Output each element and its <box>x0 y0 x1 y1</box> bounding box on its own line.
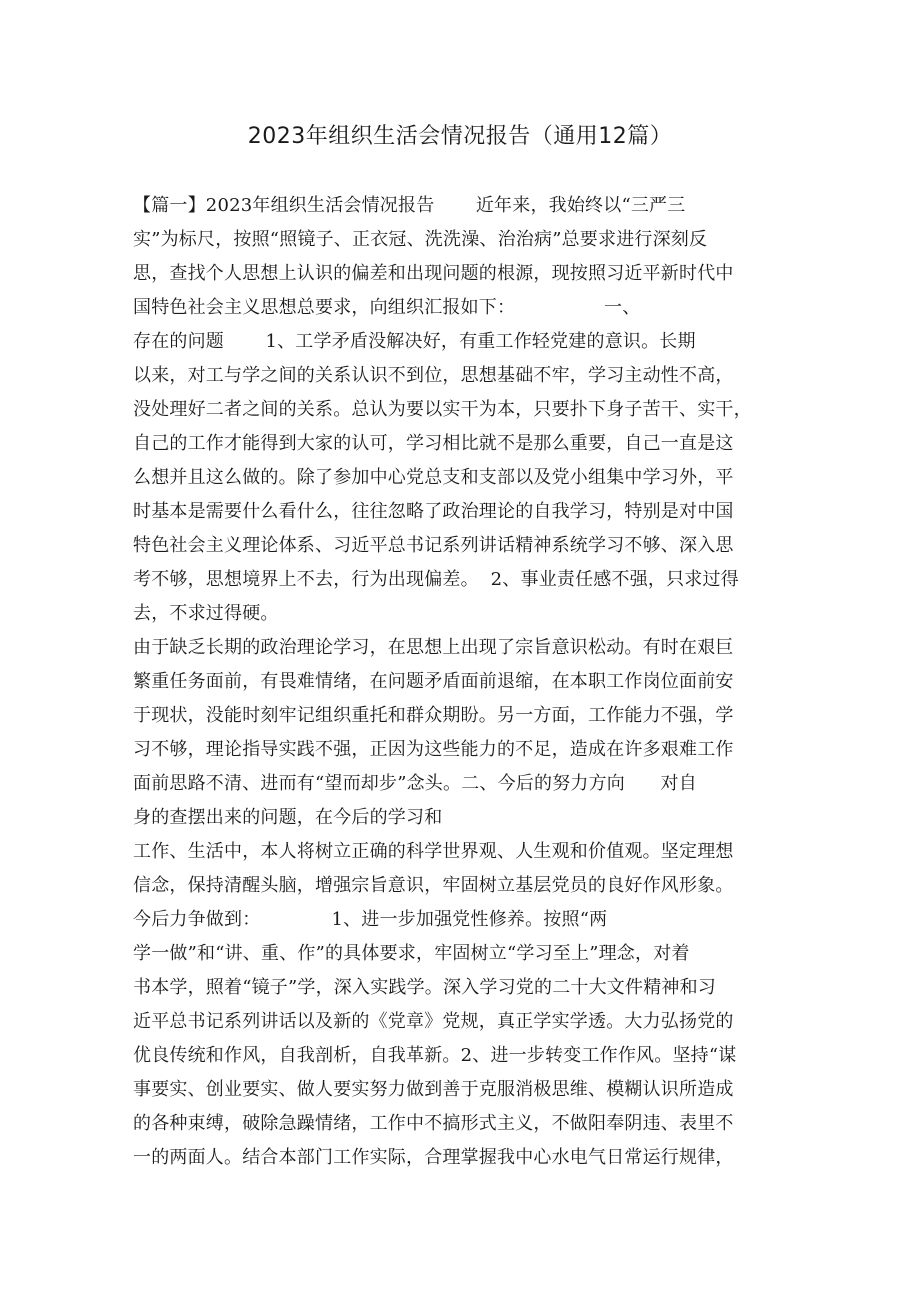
body-line: 工作、生活中，本人将树立正确的科学世界观、人生观和价值观。坚定理想 <box>133 841 734 862</box>
body-line: 没处理好二者之间的关系。总认为要以实干为本，只要扑下身子苦干、实干， <box>133 399 752 420</box>
body-line: 事要实、创业要实、做人要实努力做到善于克服消极思维、模糊认识所造成 <box>133 1079 734 1100</box>
body-line: 考不够，思想境界上不去，行为出现偏差。 2、事业责任感不强，只求过得 <box>133 569 739 590</box>
body-line: 去，不求过得硬。 <box>133 603 279 624</box>
body-line: 面前思路不清、进而有“望而却步”念头。二、今后的努力方向 对自 <box>133 773 697 794</box>
body-line: 国特色社会主义思想总要求，向组织汇报如下： 一、 <box>133 297 641 318</box>
body-line: 【篇一】2023年组织生活会情况报告 近年来，我始终以“三严三 <box>133 195 686 216</box>
body-line: 实”为标尺，按照“照镜子、正衣冠、洗洗澡、治治病”总要求进行深刻反 <box>133 229 708 250</box>
body-line: 的各种束缚，破除急躁情绪，工作中不搞形式主义，不做阳奉阴违、表里不 <box>133 1113 734 1134</box>
body-line: 时基本是需要什么看什么，往往忽略了政治理论的自我学习，特别是对中国 <box>133 501 734 522</box>
body-line: 于现状，没能时刻牢记组织重托和群众期盼。另一方面，工作能力不强，学 <box>133 705 734 726</box>
body-line: 信念，保持清醒头脑，增强宗旨意识，牢固树立基层党员的良好作风形象。 <box>133 875 734 896</box>
body-line: 么想并且这么做的。除了参加中心党总支和支部以及党小组集中学习外，平 <box>133 467 734 488</box>
body-line: 习不够，理论指导实践不强，正因为这些能力的不足，造成在许多艰难工作 <box>133 739 734 760</box>
body-line: 存在的问题 1、工学矛盾没解决好，有重工作轻党建的意识。长期 <box>133 331 696 352</box>
body-line: 由于缺乏长期的政治理论学习，在思想上出现了宗旨意识松动。有时在艰巨 <box>133 637 734 658</box>
document-body <box>133 189 803 1175</box>
body-line: 优良传统和作风，自我剖析，自我革新。2、进一步转变工作作风。坚持“谋 <box>133 1045 737 1066</box>
body-line: 思，查找个人思想上认识的偏差和出现问题的根源，现按照习近平新时代中 <box>133 263 734 284</box>
body-line: 以来，对工与学之间的关系认识不到位，思想基础不牢，学习主动性不高， <box>133 365 734 386</box>
document-title: 2023年组织生活会情况报告（通用12篇） <box>247 124 673 149</box>
body-line: 书本学，照着“镜子”学，深入实践学。深入学习党的二十大文件精神和习 <box>133 977 717 998</box>
body-line: 近平总书记系列讲话以及新的《党章》党规，真正学实学透。大力弘扬党的 <box>133 1011 734 1032</box>
body-line: 学一做”和“讲、重、作”的具体要求，牢固树立“学习至上”理念，对着 <box>133 943 690 964</box>
body-line: 一的两面人。结合本部门工作实际，合理掌握我中心水电气日常运行规律， <box>133 1147 734 1168</box>
body-line: 自己的工作才能得到大家的认可，学习相比就不是那么重要，自己一直是这 <box>133 433 734 454</box>
body-line: 特色社会主义理论体系、习近平总书记系列讲话精神系统学习不够、深入思 <box>133 535 734 556</box>
body-line: 身的查摆出来的问题，在今后的学习和 <box>133 807 443 828</box>
body-line: 今后力争做到： 1、进一步加强党性修养。按照“两 <box>133 909 608 930</box>
body-line: 繁重任务面前，有畏难情绪，在问题矛盾面前退缩，在本职工作岗位面前安 <box>133 671 734 692</box>
